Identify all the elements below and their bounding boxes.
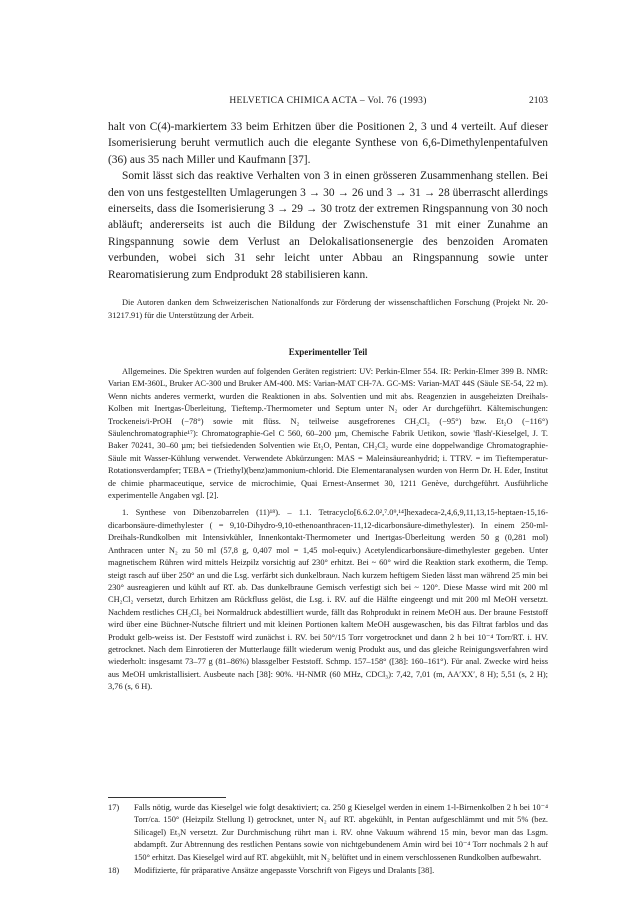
- section-heading-experimental: Experimenteller Teil: [288, 347, 368, 357]
- footnote-mark: 18): [108, 866, 120, 876]
- footnote: [108, 802, 548, 864]
- body-paragraph: Somit lässt sich das reaktive Verhalten von 3 in einen grösseren Zusammenhang stellen. Bei den von uns festgestellten Umlagerungen 3 → 30 → 26 und 3 → 31 → 28 überrascht allerdings einerseits, dass die Isomerisierung 3 → 29 → 30 trotz der extremen Ringspannung von 30 noch abläuft; andererseits ist auch die Bildung der Zwischenstufe 31 mit einer Zunahme an Ringspannung sowie dem Verlust an Delokalisationsenergie des benzoiden Aromaten verbunden, wobei sich 31 sehr leicht unter Abbau an Ringspannung sowie unter Rearomatisierung zum Endprodukt 28 stabilisieren kann.: [108, 170, 548, 281]
- footnotes: [108, 802, 548, 877]
- running-title: HELVETICA CHIMICA ACTA – Vol. 76 (1993): [229, 96, 427, 106]
- acknowledgement: Die Autoren danken dem Schweizerischen Nationalfonds zur Förderung der wissenschaftlichen Forschung (Projekt Nr. 20-31217.91) für die Unterstützung der Arbeit.: [108, 298, 548, 320]
- page-number: 2103: [529, 96, 548, 106]
- footnote-text: Falls nötig, wurde das Kieselgel wie folgt desaktiviert; ca. 250 g Kieselgel werden in einem 1-l-Birnenkolben 2 h bei 10⁻⁴ Torr/ca. 150° (Heizpilz Stellung I) getrocknet, unter N₂ auf RT. abgekühlt, in Pentan aufgeschlämmt und mit 5% (bez. Silicagel) Et₃N versetzt. Zur Durchmischung rührt man i. RV. ohne Vakuum während 15 min, bevor man das Lsgm. abdampft. Zur Abtrennung des restlichen Pentans sowie von nichtgebundenem Amin wird bei 10⁻⁴ Torr nochmals 2 h auf 150° erhitzt. Das Kieselgel wird auf RT. abgekühlt, mit N₂ belüftet und in einem verschlossenen Rundkolben aufbewahrt.: [134, 803, 548, 862]
- experimental-paragraph-general: Allgemeines. Die Spektren wurden auf folgenden Geräten registriert: UV: Perkin-Elmer 554. IR: Perkin-Elmer 399 B. NMR: Varian EM-360L, Bruker AC-300 und Bruker AM-400. MS: Varian-MAT CH-7A. GC-MS: Varian-MAT 44S (Säule SE-54, 22 m). Wenn nichts anderes vermerkt, wurden die Reaktionen in abs. Solventien und mit abs. Reagenzien in ausgeheizten Dreihals-Kolben mit Inertgas-Überleitung, Tieftemp.-Thermometer und Septum unter N₂ oder Ar durchgeführt. Kältemischungen: Trockeneis/i-PrOH (−78°) sowie mit flüss. N₂ teilweise ausgefrorenes CH₂Cl₂ (−95°) bzw. Et₂O (−116°) Säulenchromatographie¹⁷): Chromatographie-Gel C 560, 60–200 µm, Chemische Fabrik Uetikon, sowie 'flash'-Kieselgel, J. T. Baker 70241, 30–60 µm; bei tiefsiedenden Solventien wie Et₂O, Pentan, CH₂Cl₂ wurde eine doppelwandige Chromatographie-Säule mit Wasser-Kühlung verwendet. Verwendete Abkürzungen: MAS = Maleinsäureanhydrid; i. TTRV. = im Tieftemperatur-Rotationsverdampfer; TEBA = (Triethyl)(benz)ammonium-chlorid. Die Elementaranalysen wurden von Herrn Dr. H. Eder, Institut de chimie pharmaceutique, service de microchimie, Quai Ernest-Ansermet 30, 1211 Genève, durchgeführt. Ausführliche experimentelle Angaben vgl. [2].: [108, 367, 548, 501]
- footnote-mark: 17): [108, 803, 120, 812]
- footnote: [108, 865, 548, 877]
- experimental-paragraph-synthesis: 1. Synthese von Dibenzobarrelen (11)¹⁸). – 1.1. Tetracyclo[6.6.2.0²,⁷.0⁹,¹⁴]hexadeca-2,4,6,9,11,13,15-heptaen-15,16-dicarbonsäure-dimethylester ( = 9,10-Dihydro-9,10-ethenoanthracen-11,12-dicarbonsäure-dimethylester). In einem 250-ml-Dreihals-Rundkolben mit Intensivkühler, Innenkontakt-Thermometer und Inertgas-Überleitung werden 50 g (0,281 mol) Anthracen unter N₂ zu 50 ml (57,8 g, 0,407 mol = 1,45 mol-equiv.) Acetylendicarbonsäure-dimethylester gegeben. Unter magnetischem Rühren wird mittels Heizpilz vorsichtig auf 230° erhitzt. Bei ~ 60° wird die Reaktion stark exotherm, die Temp. steigt rasch auf über 250° an und die Lsg. verfärbt sich dunkelbraun. Nach kurzem heftigem Sieden lässt man während 25 min bei 230° ausreagieren und kühlt auf RT. ab. Das dunkelbraune Gemisch verfestigt sich bei ~ 120°. Diese Masse wird mit 200 ml CH₂Cl₂ versetzt, durch Erhitzen am Rückfluss gelöst, die Lsg. i. RV. auf die Hälfte eingeengt und mit 200 ml MeOH versetzt. Nachdem restliches CH₂Cl₂ bei Normaldruck abdestilliert wurde, fällt das Rohprodukt in reinem MeOH aus. Der braune Feststoff wird über eine Büchner-Nutsche filtriert und mit kleinen Portionen kaltem MeOH ausgewaschen, bis das Filtrat farblos und das Produkt gelb-weiss ist. Der Feststoff wird zunächst i. RV. bei 50°/15 Torr vorgetrocknet und dann 2 h bei 10⁻⁴ Torr/RT. i. HV. getrocknet. Nach dem Einrotieren der Mutterlauge fällt wiederum wenig Produkt aus, und das gleiche Reinigungsverfahren wird wiederholt: insgesamt 73–77 g (81–86%) blassgelber Feststoff. Schmp. 157–158° ([38]: 160–161°). Für anal. Zwecke wird heiss aus MeOH umkristallisiert. Ausbeute nach [38]: 90%. ¹H-NMR (60 MHz, CDCl₃): 7,42, 7,01 (m, AA′XX′, 8 H); 5,51 (s, 2 H); 3,76 (s, 6 H).: [108, 508, 548, 692]
- body-paragraph: halt von C(4)-markiertem 33 beim Erhitzen über die Positionen 2, 3 und 4 verteilt. Auf dieser Isomerisierung beruht vermutlich auch die elegante Synthese von 6,6-Dimethylenpentafulven (36) aus 35 nach Miller und Kaufmann [37].: [108, 121, 548, 166]
- experimental-section: [108, 366, 548, 694]
- footnote-divider: [108, 797, 226, 798]
- footnote-text: Modifizierte, für präparative Ansätze angepasste Vorschrift von Figeys und Dralants [38].: [134, 866, 435, 876]
- discussion-text: [108, 119, 548, 283]
- running-head: [108, 96, 548, 110]
